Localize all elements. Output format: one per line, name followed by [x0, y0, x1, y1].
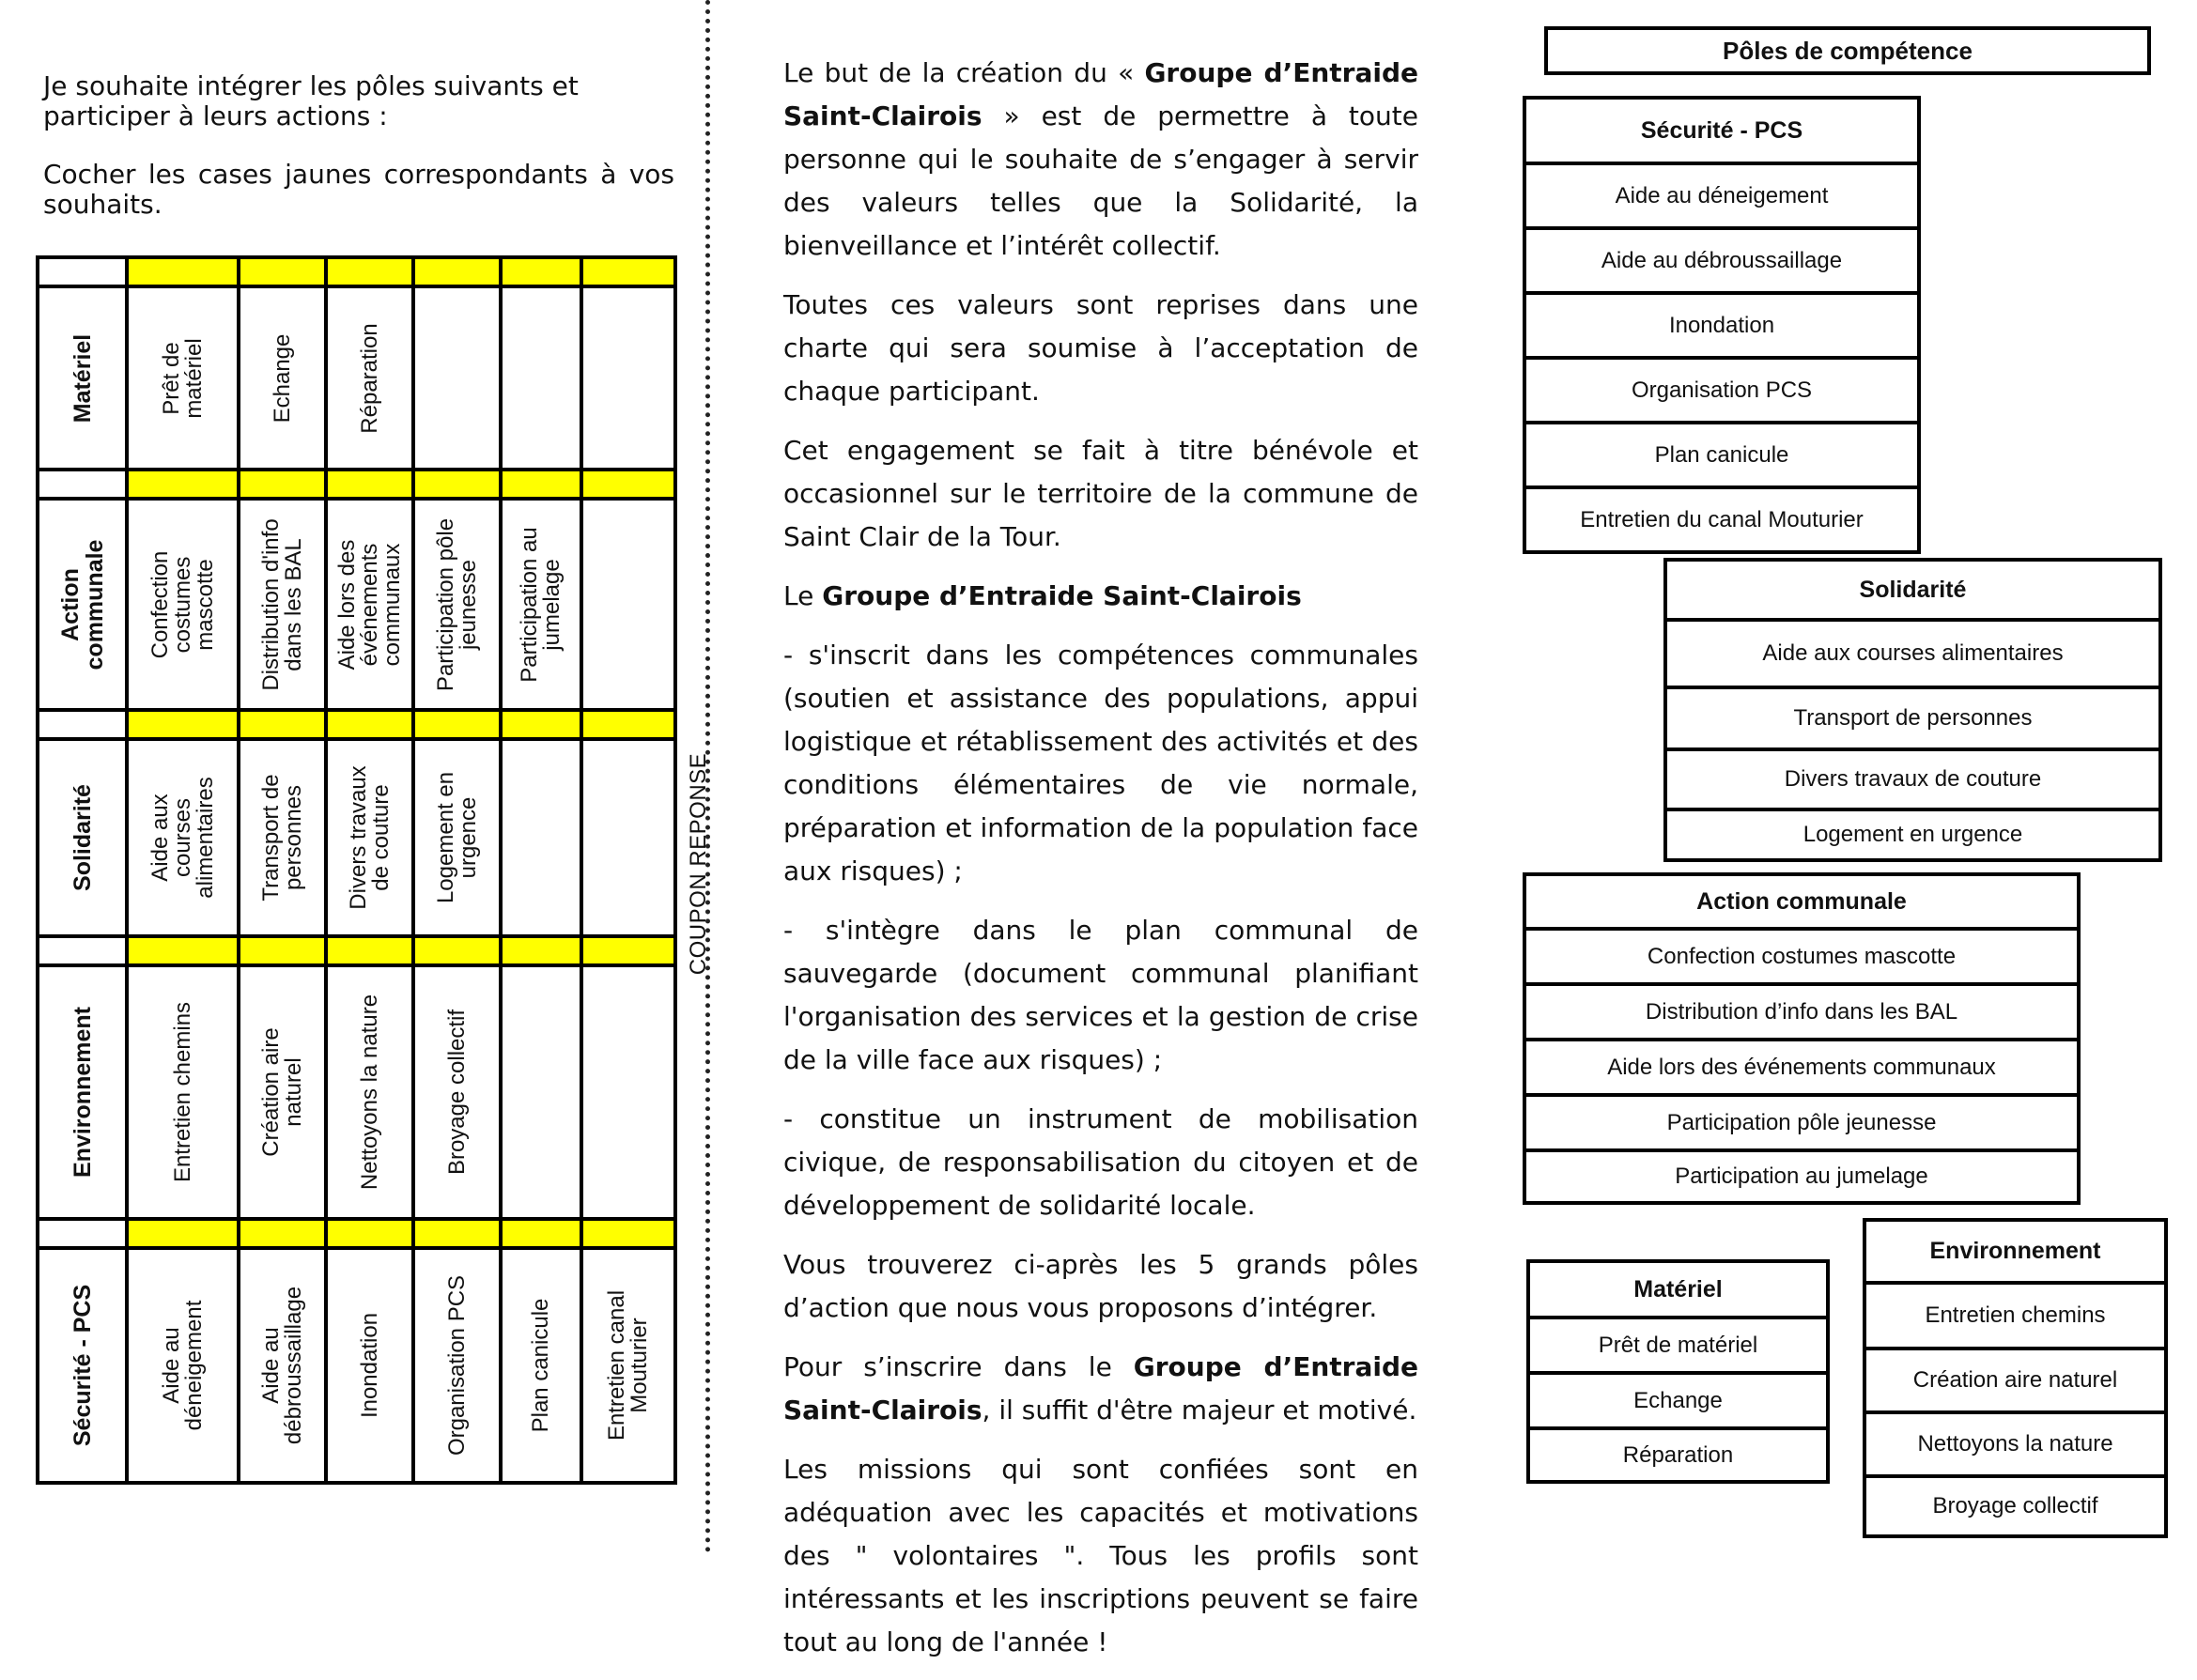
action-cell: [239, 965, 326, 1219]
checkbox-cell[interactable]: [581, 470, 675, 499]
action-label: Entretien canal Mouturier: [604, 1289, 652, 1441]
pole-item: Plan canicule: [1526, 421, 1917, 486]
pole-item: Inondation: [1526, 291, 1917, 356]
pole-box-securite: [1523, 96, 1921, 554]
checkbox-cell[interactable]: [326, 936, 413, 965]
checkbox-cell[interactable]: [413, 257, 501, 286]
pole-box-solidarite: [1663, 558, 2162, 862]
action-label: Réparation: [356, 322, 382, 434]
paragraph: - s'inscrit dans les compétences communales (soutien et assistance des populations, appui logistique et rétablissement des activités et des conditions élémentaires de vie normale, préparation et information de la population face aux risques) ;: [783, 640, 1418, 886]
action-cell: [326, 499, 413, 710]
pole-header: Solidarité: [69, 784, 96, 891]
checkbox-row-solidarite: [38, 710, 675, 739]
pole-item: Participation au jumelage: [1526, 1148, 2077, 1201]
action-cell: [127, 739, 239, 936]
checkbox-cell[interactable]: [326, 710, 413, 739]
action-cell: [326, 965, 413, 1219]
paragraph: Le Groupe d’Entraide Saint-Clairois: [783, 580, 1302, 611]
checkbox-row-environnement: [38, 936, 675, 965]
action-cell: [239, 499, 326, 710]
paragraph: Pour s’inscrire dans le Groupe d’Entraide Saint-Clairois, il suffit d'être majeur et motivé.: [783, 1351, 1418, 1426]
paragraph: Vous trouverez ci-après les 5 grands pôles d’action que nous vous proposons d’intégrer.: [783, 1249, 1418, 1323]
pole-item: Broyage collectif: [1866, 1474, 2164, 1534]
action-label: Distribution d'info dans les BAL: [257, 517, 306, 691]
action-label: Participation au jumelage: [517, 526, 565, 683]
action-label: Divers travaux de couture: [345, 765, 394, 910]
pole-row-action-communale: [38, 499, 675, 710]
pole-header-cell: [38, 739, 127, 936]
intro-text: Je souhaite intégrer les pôles suivants et participer à leurs actions :: [43, 70, 579, 131]
checkbox-cell[interactable]: [413, 1219, 501, 1248]
action-label: Broyage collectif: [443, 1009, 470, 1176]
pole-name: Matériel: [1633, 1275, 1723, 1302]
checkbox-cell[interactable]: [581, 710, 675, 739]
action-cell: [501, 965, 581, 1219]
checkbox-row-securite: [38, 1219, 675, 1248]
paragraph: Cet engagement se fait à titre bénévole et occasionnel sur le territoire de la commune de Saint Clair de la Tour.: [783, 435, 1418, 552]
pole-item: Aide au déneigement: [1526, 162, 1917, 226]
action-label: Création aire naturel: [257, 1027, 306, 1157]
action-cell: [581, 286, 675, 470]
pole-header-cell: [38, 1248, 127, 1483]
checkbox-cell[interactable]: [127, 470, 239, 499]
pole-name: Action communale: [1696, 887, 1907, 915]
pole-item: Nettoyons la nature: [1866, 1410, 2164, 1474]
action-cell: [413, 1248, 501, 1483]
checkbox-cell[interactable]: [326, 257, 413, 286]
action-label: Confection costumes mascotte: [147, 550, 218, 658]
checkbox-cell[interactable]: [127, 936, 239, 965]
action-cell: [413, 286, 501, 470]
pole-item: Entretien chemins: [1866, 1281, 2164, 1347]
action-cell: [326, 739, 413, 936]
pole-item: Transport de personnes: [1667, 686, 2158, 748]
action-cell: [413, 739, 501, 936]
pole-header: Environnement: [69, 1007, 96, 1178]
paragraph: Toutes ces valeurs sont reprises dans une charte qui sera soumise à l’acceptation de chaque participant.: [783, 289, 1418, 407]
description-text: [783, 52, 1418, 1680]
pole-item: Aide au débroussaillage: [1526, 226, 1917, 291]
pole-header-cell: [38, 499, 127, 710]
pole-item: Aide lors des événements communaux: [1526, 1038, 2077, 1093]
checkbox-cell[interactable]: [413, 936, 501, 965]
action-label: Entretien chemins: [169, 1001, 195, 1183]
pole-item: Logement en urgence: [1667, 808, 2158, 858]
empty-cell: [38, 1219, 127, 1248]
paragraph: Le but de la création du « Groupe d’Entraide Saint-Clairois » est de permettre à toute personne qui le souhaite de s’engager à servir des valeurs telles que la Solidarité, la bienveillance et l’intérêt collectif.: [783, 57, 1418, 261]
action-cell: [501, 739, 581, 936]
action-label: Transport de personnes: [257, 774, 306, 902]
action-label: Plan canicule: [528, 1298, 553, 1433]
pole-item: Confection costumes mascotte: [1526, 927, 2077, 982]
coupon-table: [36, 255, 677, 1485]
action-cell: [239, 1248, 326, 1483]
checkbox-cell[interactable]: [239, 1219, 326, 1248]
pole-name: Solidarité: [1859, 576, 1967, 603]
pole-box-environnement: [1863, 1218, 2168, 1538]
action-cell: [581, 1248, 675, 1483]
checkbox-cell[interactable]: [127, 710, 239, 739]
checkbox-cell[interactable]: [326, 1219, 413, 1248]
paragraph: Les missions qui sont confiées sont en adéquation avec les capacités et motivations des " volontaires ". Tous les profils sont intéressants et les inscriptions peuvent se faire tout au long de l'année !: [783, 1454, 1418, 1657]
poles-title: Pôles de compétence: [1544, 26, 2151, 75]
checkbox-cell[interactable]: [239, 710, 326, 739]
checkbox-cell[interactable]: [501, 936, 581, 965]
action-cell: [326, 1248, 413, 1483]
pole-item: Organisation PCS: [1526, 356, 1917, 421]
checkbox-cell[interactable]: [581, 1219, 675, 1248]
action-cell: [239, 739, 326, 936]
paragraph: - s'intègre dans le plan communal de sauvegarde (document communal planifiant l'organisation des services et la gestion de crise de la ville face aux risques) ;: [783, 915, 1418, 1075]
pole-row-materiel: [38, 286, 675, 470]
checkbox-cell[interactable]: [413, 470, 501, 499]
pole-item: Echange: [1530, 1371, 1826, 1426]
pole-item: Entretien du canal Mouturier: [1526, 486, 1917, 550]
action-cell: [413, 965, 501, 1219]
action-label: Aide au débroussaillage: [257, 1286, 306, 1445]
action-cell: [581, 499, 675, 710]
checkbox-cell[interactable]: [239, 470, 326, 499]
action-label: Logement en urgence: [432, 771, 481, 904]
checkbox-row-materiel: [38, 257, 675, 286]
action-cell: [501, 286, 581, 470]
action-cell: [413, 499, 501, 710]
action-label: Aide aux courses alimentaires: [147, 777, 218, 899]
pole-header: Action communale: [56, 539, 108, 670]
action-cell: [127, 499, 239, 710]
checkbox-cell[interactable]: [501, 470, 581, 499]
checkbox-cell[interactable]: [127, 257, 239, 286]
pole-item: Participation pôle jeunesse: [1526, 1093, 2077, 1148]
action-cell: [501, 1248, 581, 1483]
pole-item: Divers travaux de couture: [1667, 748, 2158, 808]
checkbox-cell[interactable]: [413, 710, 501, 739]
paragraph: - constitue un instrument de mobilisation civique, de responsabilisation du citoyen et de développement de solidarité locale.: [783, 1103, 1418, 1221]
checkbox-cell[interactable]: [127, 1219, 239, 1248]
pole-row-solidarite: [38, 739, 675, 936]
coupon-reponse-label: COUPON REPONSE: [686, 752, 711, 976]
pole-box-materiel: [1526, 1259, 1830, 1484]
action-label: Inondation: [356, 1312, 382, 1419]
checkbox-cell[interactable]: [239, 257, 326, 286]
empty-cell: [38, 257, 127, 286]
checkbox-cell[interactable]: [501, 257, 581, 286]
checkbox-cell[interactable]: [581, 936, 675, 965]
action-label: Aide lors des événements communaux: [333, 539, 405, 670]
pole-header-cell: [38, 965, 127, 1219]
action-label: Prêt de matériel: [158, 337, 207, 419]
pole-name: Environnement: [1929, 1238, 2101, 1264]
pole-item: Création aire naturel: [1866, 1347, 2164, 1410]
checkbox-row-action-communale: [38, 470, 675, 499]
action-label: Aide au déneigement: [158, 1300, 207, 1431]
pole-item: Prêt de matériel: [1530, 1316, 1826, 1371]
checkbox-cell[interactable]: [501, 710, 581, 739]
action-cell: [581, 739, 675, 936]
pole-header: Sécurité - PCS: [69, 1284, 96, 1447]
checkbox-cell[interactable]: [581, 257, 675, 286]
empty-cell: [38, 470, 127, 499]
instruction-text: Cocher les cases jaunes correspondants à vos souhaits.: [43, 159, 674, 220]
pole-box-action-communale: [1523, 872, 2081, 1205]
empty-cell: [38, 936, 127, 965]
action-cell: [501, 499, 581, 710]
action-label: Nettoyons la nature: [356, 994, 382, 1191]
pole-item: Distribution d’info dans les BAL: [1526, 982, 2077, 1038]
pole-row-securite: [38, 1248, 675, 1483]
pole-item: Aide aux courses alimentaires: [1667, 618, 2158, 686]
action-cell: [239, 286, 326, 470]
action-cell: [127, 965, 239, 1219]
checkbox-cell[interactable]: [239, 936, 326, 965]
action-cell: [581, 965, 675, 1219]
action-label: Echange: [269, 333, 295, 423]
pole-header: Matériel: [69, 333, 96, 423]
pole-name: Sécurité - PCS: [1640, 116, 1803, 144]
pole-row-environnement: [38, 965, 675, 1219]
checkbox-cell[interactable]: [326, 470, 413, 499]
action-label: Organisation PCS: [443, 1274, 470, 1457]
pole-header-cell: [38, 286, 127, 470]
checkbox-cell[interactable]: [501, 1219, 581, 1248]
empty-cell: [38, 710, 127, 739]
pole-item: Réparation: [1530, 1426, 1826, 1480]
action-cell: [127, 286, 239, 470]
action-label: Participation pôle jeunesse: [432, 517, 481, 691]
action-cell: [326, 286, 413, 470]
action-cell: [127, 1248, 239, 1483]
